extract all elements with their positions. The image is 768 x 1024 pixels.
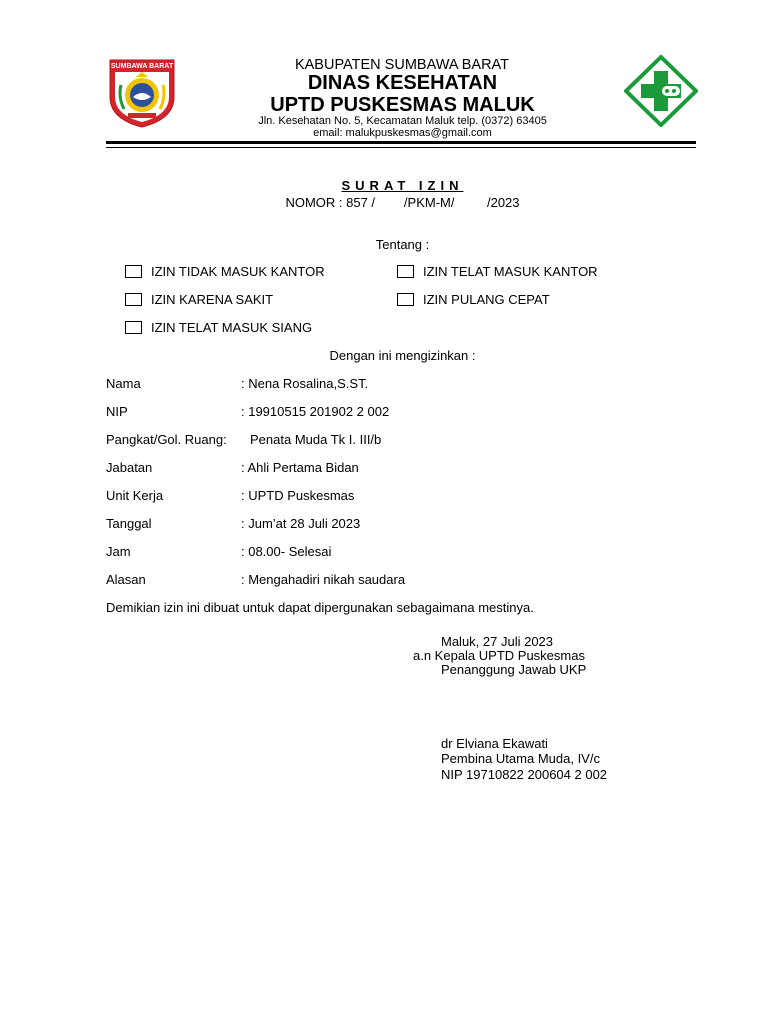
option-early-leave[interactable]: [397, 292, 550, 307]
field-value: : 19910515 201902 2 002: [241, 404, 390, 419]
signatory-rank: Pembina Utama Muda, IV/c: [441, 751, 600, 766]
signature-on-behalf: a.n Kepala UPTD Puskesmas: [413, 648, 585, 663]
option-sick-leave[interactable]: [125, 292, 273, 307]
field-row-name: [106, 376, 666, 392]
signatory-name: dr Elviana Ekawati: [441, 736, 548, 751]
option-late-arrival[interactable]: [397, 264, 598, 279]
field-row-reason: [106, 572, 666, 588]
header-divider-thick: [106, 141, 696, 144]
option-label: IZIN PULANG CEPAT: [423, 292, 550, 307]
closing-statement: Demikian izin ini dibuat untuk dapat dipergunakan sebagaimana mestinya.: [106, 600, 534, 615]
option-label: IZIN TIDAK MASUK KANTOR: [151, 264, 325, 279]
field-label: Unit Kerja: [106, 488, 164, 503]
field-label: Tanggal: [106, 516, 152, 531]
regency-emblem-logo: [106, 57, 178, 129]
office-address: Jln. Kesehatan No. 5, Kecamatan Maluk telp. (0372) 63405: [258, 115, 547, 127]
field-row-work-unit: [106, 488, 666, 504]
department-name: DINAS KESEHATAN: [307, 72, 498, 94]
field-label: Jam: [106, 544, 131, 559]
option-label: IZIN TELAT MASUK SIANG: [151, 320, 313, 335]
document-title: SURAT IZIN: [341, 178, 464, 193]
field-label: NIP: [106, 404, 128, 419]
signature-place-date: Maluk, 27 Juli 2023: [441, 634, 554, 649]
field-value: : Nena Rosalina,S.ST.: [241, 376, 369, 391]
unit-name: UPTD PUSKESMAS MALUK: [270, 94, 535, 116]
signature-role: Penanggung Jawab UKP: [441, 662, 587, 677]
permit-intro: Dengan ini mengizinkan :: [329, 348, 476, 363]
header-divider-thin: [106, 147, 696, 148]
field-value: : 08.00- Selesai: [241, 544, 332, 559]
checkbox[interactable]: [125, 265, 142, 278]
option-late-afternoon[interactable]: [125, 320, 312, 335]
option-not-attending[interactable]: [125, 264, 325, 279]
field-row-nip: [106, 404, 666, 420]
field-label: Nama: [106, 376, 141, 391]
field-row-rank: [106, 432, 666, 448]
field-value: : UPTD Puskesmas: [241, 488, 355, 503]
field-row-position: [106, 460, 666, 476]
left-logo-text: SUMBAWA BARAT: [110, 63, 174, 70]
field-value: : Mengahadiri nikah saudara: [241, 572, 406, 587]
health-cross-logo: [624, 55, 698, 127]
checkbox[interactable]: [397, 265, 414, 278]
document-number: NOMOR : 857 / /PKM-M/ /2023: [285, 195, 520, 210]
subject-label: Tentang :: [375, 237, 430, 252]
field-label: Jabatan: [106, 460, 153, 475]
option-label: IZIN TELAT MASUK KANTOR: [423, 264, 598, 279]
field-value: : Ahli Pertama Bidan: [241, 460, 359, 475]
field-label: Alasan: [106, 572, 146, 587]
office-email: email: malukpuskesmas@gmail.com: [313, 127, 492, 139]
field-value: Penata Muda Tk I. III/b: [250, 432, 382, 447]
checkbox[interactable]: [125, 293, 142, 306]
field-value: : Jum’at 28 Juli 2023: [241, 516, 361, 531]
signatory-nip: NIP 19710822 200604 2 002: [441, 767, 608, 782]
checkbox[interactable]: [125, 321, 142, 334]
field-label: Pangkat/Gol. Ruang:: [106, 432, 227, 447]
checkbox[interactable]: [397, 293, 414, 306]
field-row-time: [106, 544, 666, 560]
field-row-date: [106, 516, 666, 532]
regency-name: KABUPATEN SUMBAWA BARAT: [294, 57, 510, 73]
option-label: IZIN KARENA SAKIT: [151, 292, 274, 307]
